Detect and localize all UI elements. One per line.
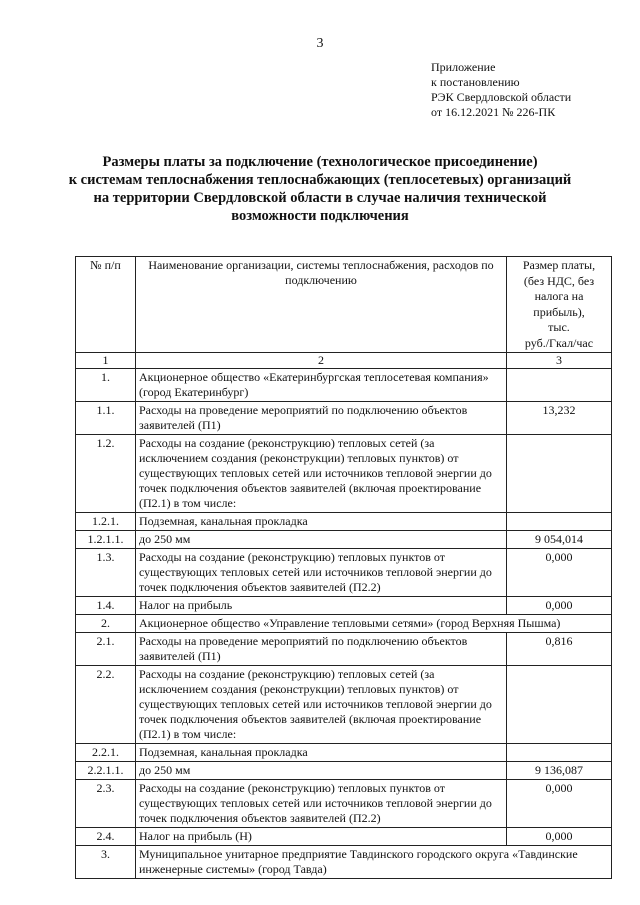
tariff-table <box>75 256 612 879</box>
row-num: 1.3. <box>76 549 136 597</box>
appendix-note <box>431 60 571 120</box>
header-price <box>507 257 612 353</box>
table-row <box>76 846 612 879</box>
table-row <box>76 597 612 615</box>
table-row <box>76 549 612 597</box>
row-name: до 250 мм <box>136 531 507 549</box>
page-number: 3 <box>316 36 324 51</box>
appendix-line: к постановлению <box>431 75 520 89</box>
row-name: Налог на прибыль (Н) <box>136 828 507 846</box>
header-price-line: руб./Гкал/час <box>524 335 594 350</box>
row-value <box>507 666 612 744</box>
header-num: № п/п <box>76 257 136 353</box>
header-price-line: (без НДС, без <box>523 273 595 288</box>
row-name: Подземная, канальная прокладка <box>136 744 507 762</box>
table-header-row <box>76 257 612 353</box>
row-name: до 250 мм <box>136 762 507 780</box>
row-value <box>507 744 612 762</box>
row-value <box>507 435 612 513</box>
table-row <box>76 402 612 435</box>
table-row <box>76 762 612 780</box>
row-value: 13,232 <box>507 402 612 435</box>
row-num: 1.2.1. <box>76 513 136 531</box>
table-row <box>76 531 612 549</box>
row-num: 2.2.1.1. <box>76 762 136 780</box>
row-num: 2. <box>76 615 136 633</box>
table-row <box>76 828 612 846</box>
table-row <box>76 633 612 666</box>
table-row <box>76 615 612 633</box>
row-value: 9 054,014 <box>507 531 612 549</box>
row-num: 1.4. <box>76 597 136 615</box>
row-name: Расходы на проведение мероприятий по подключению объектов заявителей (П1) <box>136 633 507 666</box>
row-name: Налог на прибыль <box>136 597 507 615</box>
row-value <box>507 369 612 402</box>
appendix-line: Приложение <box>431 60 496 74</box>
table-row <box>76 744 612 762</box>
row-num: 2.2.1. <box>76 744 136 762</box>
row-value: 0,000 <box>507 780 612 828</box>
row-num: 2.4. <box>76 828 136 846</box>
row-name: Расходы на создание (реконструкцию) тепловых пунктов от существующих тепловых сетей или источников тепловой энергии до точек подключения объектов заявителей (П2.2) <box>136 549 507 597</box>
header-price-line: Размер платы, <box>522 258 596 272</box>
header-price-line: тыс. <box>548 320 570 334</box>
title-line: на территории Свердловской области в случае наличия технической <box>93 190 547 206</box>
row-name: Расходы на создание (реконструкцию) тепловых сетей (за исключением создания (реконструкции) тепловых пунктов) от существующих тепловых сетей или источников тепловой энергии до точек подключения объектов заявителей (включая проектирование (П2.1) в том числе: <box>136 666 507 744</box>
header-name: Наименование организации, системы теплоснабжения, расходов по подключению <box>136 257 507 353</box>
header-price-line: налога на <box>534 289 584 303</box>
row-num: 3. <box>76 846 136 879</box>
row-value: 0,816 <box>507 633 612 666</box>
table-row <box>76 666 612 744</box>
row-value: 0,000 <box>507 597 612 615</box>
column-index-row <box>76 353 612 369</box>
row-name: Акционерное общество «Управление тепловыми сетями» (город Верхняя Пышма) <box>136 615 612 633</box>
row-value: 0,000 <box>507 549 612 597</box>
row-value: 0,000 <box>507 828 612 846</box>
row-num: 1. <box>76 369 136 402</box>
table-row <box>76 435 612 513</box>
row-num: 2.3. <box>76 780 136 828</box>
column-index: 3 <box>507 353 612 369</box>
row-num: 1.2.1.1. <box>76 531 136 549</box>
table-row <box>76 513 612 531</box>
title-line: возможности подключения <box>231 208 409 224</box>
row-num: 2.1. <box>76 633 136 666</box>
document-title <box>60 153 580 225</box>
title-line: Размеры платы за подключение (технологическое присоединение) <box>102 154 538 170</box>
title-line: к системам теплоснабжения теплоснабжающих (теплосетевых) организаций <box>68 172 572 188</box>
appendix-line: от 16.12.2021 № 226-ПК <box>431 105 556 119</box>
row-num: 1.2. <box>76 435 136 513</box>
row-name: Подземная, канальная прокладка <box>136 513 507 531</box>
row-num: 1.1. <box>76 402 136 435</box>
table-row <box>76 369 612 402</box>
row-num: 2.2. <box>76 666 136 744</box>
row-name: Расходы на создание (реконструкцию) тепловых сетей (за исключением создания (реконструкции) тепловых пунктов) от существующих тепловых сетей или источников тепловой энергии до точек подключения объектов заявителей (включая проектирование (П2.1) в том числе: <box>136 435 507 513</box>
appendix-line: РЭК Свердловской области <box>431 90 572 104</box>
row-name: Акционерное общество «Екатеринбургская теплосетевая компания» (город Екатеринбург) <box>136 369 507 402</box>
row-name: Муниципальное унитарное предприятие Тавдинского городского округа «Тавдинские инженерные системы» (город Тавда) <box>136 846 612 879</box>
row-value: 9 136,087 <box>507 762 612 780</box>
table-row <box>76 780 612 828</box>
row-value <box>507 513 612 531</box>
row-name: Расходы на создание (реконструкцию) тепловых пунктов от существующих тепловых сетей или источников тепловой энергии до точек подключения объектов заявителей (П2.2) <box>136 780 507 828</box>
column-index: 1 <box>76 353 136 369</box>
header-price-line: прибыль), <box>533 304 585 319</box>
column-index: 2 <box>136 353 507 369</box>
row-name: Расходы на проведение мероприятий по подключению объектов заявителей (П1) <box>136 402 507 435</box>
